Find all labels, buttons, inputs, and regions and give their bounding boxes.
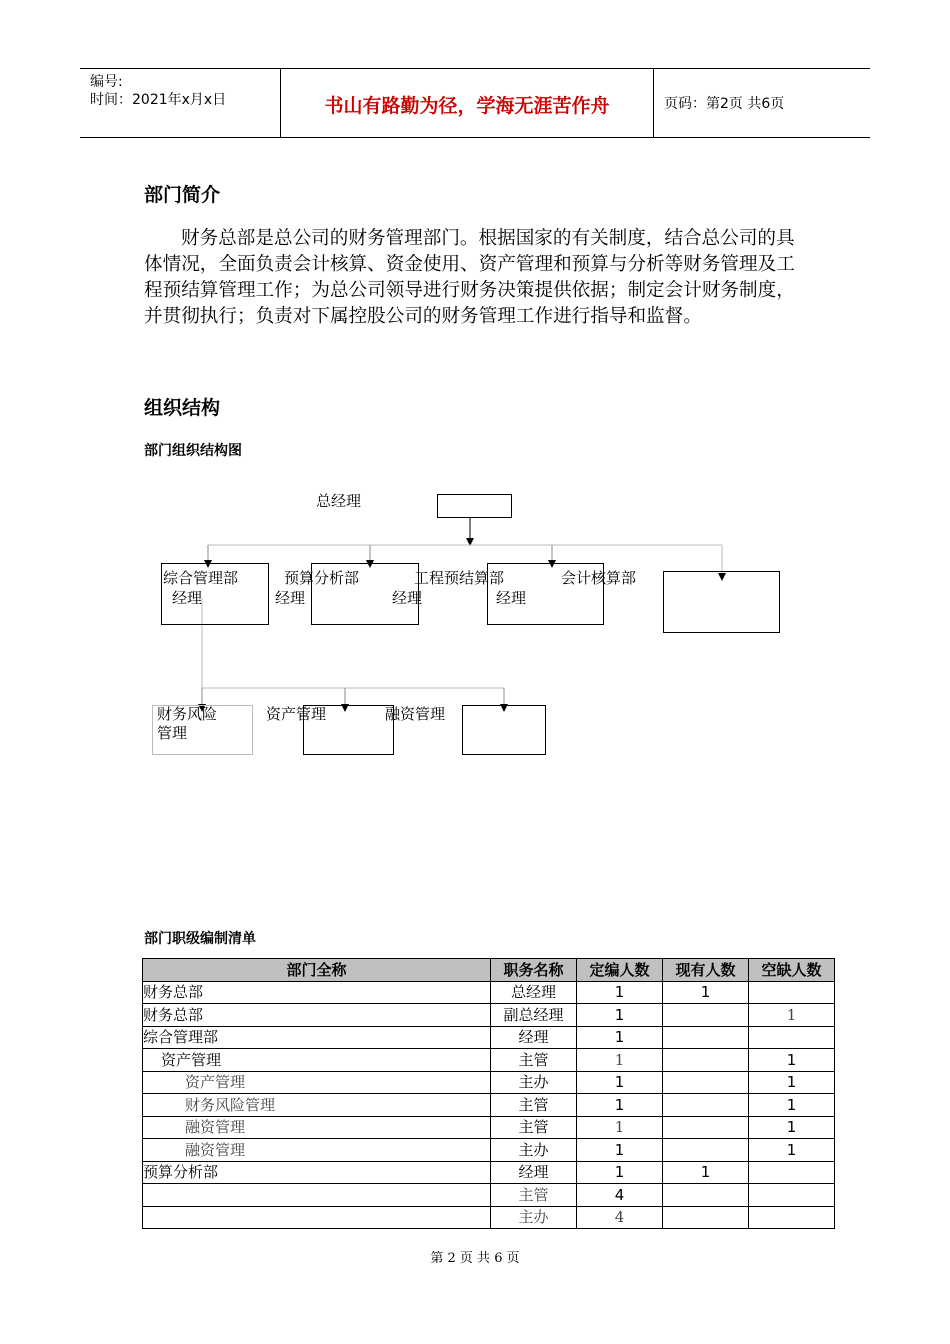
cell-position: 主管: [491, 1094, 577, 1117]
cell-vacant: [749, 1026, 835, 1049]
cell-current: [663, 1071, 749, 1094]
cell-dept: 融资管理: [143, 1116, 491, 1139]
cell-quota: 1: [577, 1004, 663, 1027]
cell-position: 经理: [491, 1026, 577, 1049]
cell-vacant: 1: [749, 1116, 835, 1139]
org-dept2-name: 预算分析部: [284, 569, 360, 587]
cell-current: [663, 1004, 749, 1027]
cell-dept: [143, 1206, 491, 1229]
cell-vacant: [749, 1206, 835, 1229]
col-header-position: 职务名称: [491, 959, 577, 982]
staffing-table: [142, 958, 835, 1229]
org-sub3-label: 融资管理: [385, 705, 446, 723]
cell-vacant: 1: [749, 1049, 835, 1072]
cell-dept: 资产管理: [143, 1049, 491, 1072]
org-dept1-name: 综合管理部: [163, 569, 239, 587]
table-row: [143, 1004, 835, 1027]
cell-quota: 1: [577, 1139, 663, 1162]
section-title-structure: 组织结构: [144, 397, 221, 419]
cell-position: 主管: [491, 1116, 577, 1139]
table-row: [143, 1184, 835, 1207]
cell-position: 经理: [491, 1161, 577, 1184]
col-header-current: 现有人数: [663, 959, 749, 982]
org-chart-title: 部门组织结构图: [144, 443, 242, 459]
col-header-dept: 部门全称: [143, 959, 491, 982]
time-label: 时间：2021年x月x日: [90, 92, 227, 108]
cell-vacant: [749, 1161, 835, 1184]
cell-current: [663, 1026, 749, 1049]
table-row: [143, 1116, 835, 1139]
cell-quota: 1: [577, 1071, 663, 1094]
org-box-dept4: [663, 571, 780, 633]
table-row: [143, 1094, 835, 1117]
org-top-box: [437, 494, 512, 518]
col-header-vacant: 空缺人数: [749, 959, 835, 982]
cell-vacant: 1: [749, 1004, 835, 1027]
cell-quota: 1: [577, 1161, 663, 1184]
cell-dept: [143, 1184, 491, 1207]
cell-current: [663, 1049, 749, 1072]
cell-position: 副总经理: [491, 1004, 577, 1027]
col-header-quota: 定编人数: [577, 959, 663, 982]
cell-vacant: [749, 981, 835, 1004]
org-sub1-line2: 管理: [157, 724, 188, 742]
cell-dept: 综合管理部: [143, 1026, 491, 1049]
cell-position: 主办: [491, 1071, 577, 1094]
intro-paragraph-text: 财务总部是总公司的财务管理部门。根据国家的有关制度，结合总公司的具体情况，全面负责会计核算、资金使用、资产管理和预算与分析等财务管理及工程预结算管理工作；为总公司领导进行财务决策提供依据；制定会计财务制度，并贯彻执行；负责对下属控股公司的财务管理工作进行指导和监督。: [144, 228, 795, 327]
cell-position: 总经理: [491, 981, 577, 1004]
motto: 书山有路勤为径，学海无涯苦作舟: [324, 95, 610, 117]
table-row: [143, 981, 835, 1004]
cell-quota: 4: [577, 1206, 663, 1229]
cell-position: 主管: [491, 1184, 577, 1207]
cell-vacant: 1: [749, 1071, 835, 1094]
org-dept4-name: 会计核算部: [561, 569, 637, 587]
cell-quota: 1: [577, 981, 663, 1004]
org-dept1-role: 经理: [172, 589, 203, 607]
cell-dept: 财务风险管理: [143, 1094, 491, 1117]
number-label: 编号:: [90, 74, 123, 90]
cell-position: 主管: [491, 1049, 577, 1072]
table-row: [143, 1161, 835, 1184]
cell-dept: 融资管理: [143, 1139, 491, 1162]
org-top-label: 总经理: [316, 492, 362, 510]
cell-current: [663, 1094, 749, 1117]
cell-vacant: 1: [749, 1094, 835, 1117]
table-row: [143, 1026, 835, 1049]
table-row: [143, 1049, 835, 1072]
table-header-row: [143, 959, 835, 982]
cell-current: 1: [663, 1161, 749, 1184]
org-box-sub3: [462, 705, 546, 755]
cell-quota: 1: [577, 1049, 663, 1072]
org-dept3-name: 工程预结算部: [414, 569, 505, 587]
table-row: [143, 1206, 835, 1229]
cell-dept: 财务总部: [143, 1004, 491, 1027]
org-sub2-label: 资产管理: [266, 705, 327, 723]
page-info: 页码：第2页 共6页: [664, 96, 785, 112]
cell-quota: 1: [577, 1116, 663, 1139]
table-row: [143, 1071, 835, 1094]
staffing-table-title: 部门职级编制清单: [144, 931, 256, 947]
table-row: [143, 1139, 835, 1162]
cell-dept: 财务总部: [143, 981, 491, 1004]
section-title-intro: 部门简介: [144, 184, 221, 206]
cell-position: 主办: [491, 1206, 577, 1229]
cell-current: [663, 1139, 749, 1162]
cell-dept: 预算分析部: [143, 1161, 491, 1184]
org-dept4-role: 经理: [496, 589, 527, 607]
cell-quota: 1: [577, 1026, 663, 1049]
cell-current: [663, 1184, 749, 1207]
cell-current: 1: [663, 981, 749, 1004]
org-dept2-role: 经理: [275, 589, 306, 607]
cell-quota: 1: [577, 1094, 663, 1117]
cell-quota: 4: [577, 1184, 663, 1207]
cell-dept: 资产管理: [143, 1071, 491, 1094]
cell-position: 主办: [491, 1139, 577, 1162]
org-sub1-line1: 财务风险: [157, 705, 218, 723]
cell-vacant: [749, 1184, 835, 1207]
cell-current: [663, 1206, 749, 1229]
cell-vacant: 1: [749, 1139, 835, 1162]
cell-current: [663, 1116, 749, 1139]
org-dept3-role: 经理: [392, 589, 423, 607]
page-footer: 第 2 页 共 6 页: [430, 1251, 520, 1266]
